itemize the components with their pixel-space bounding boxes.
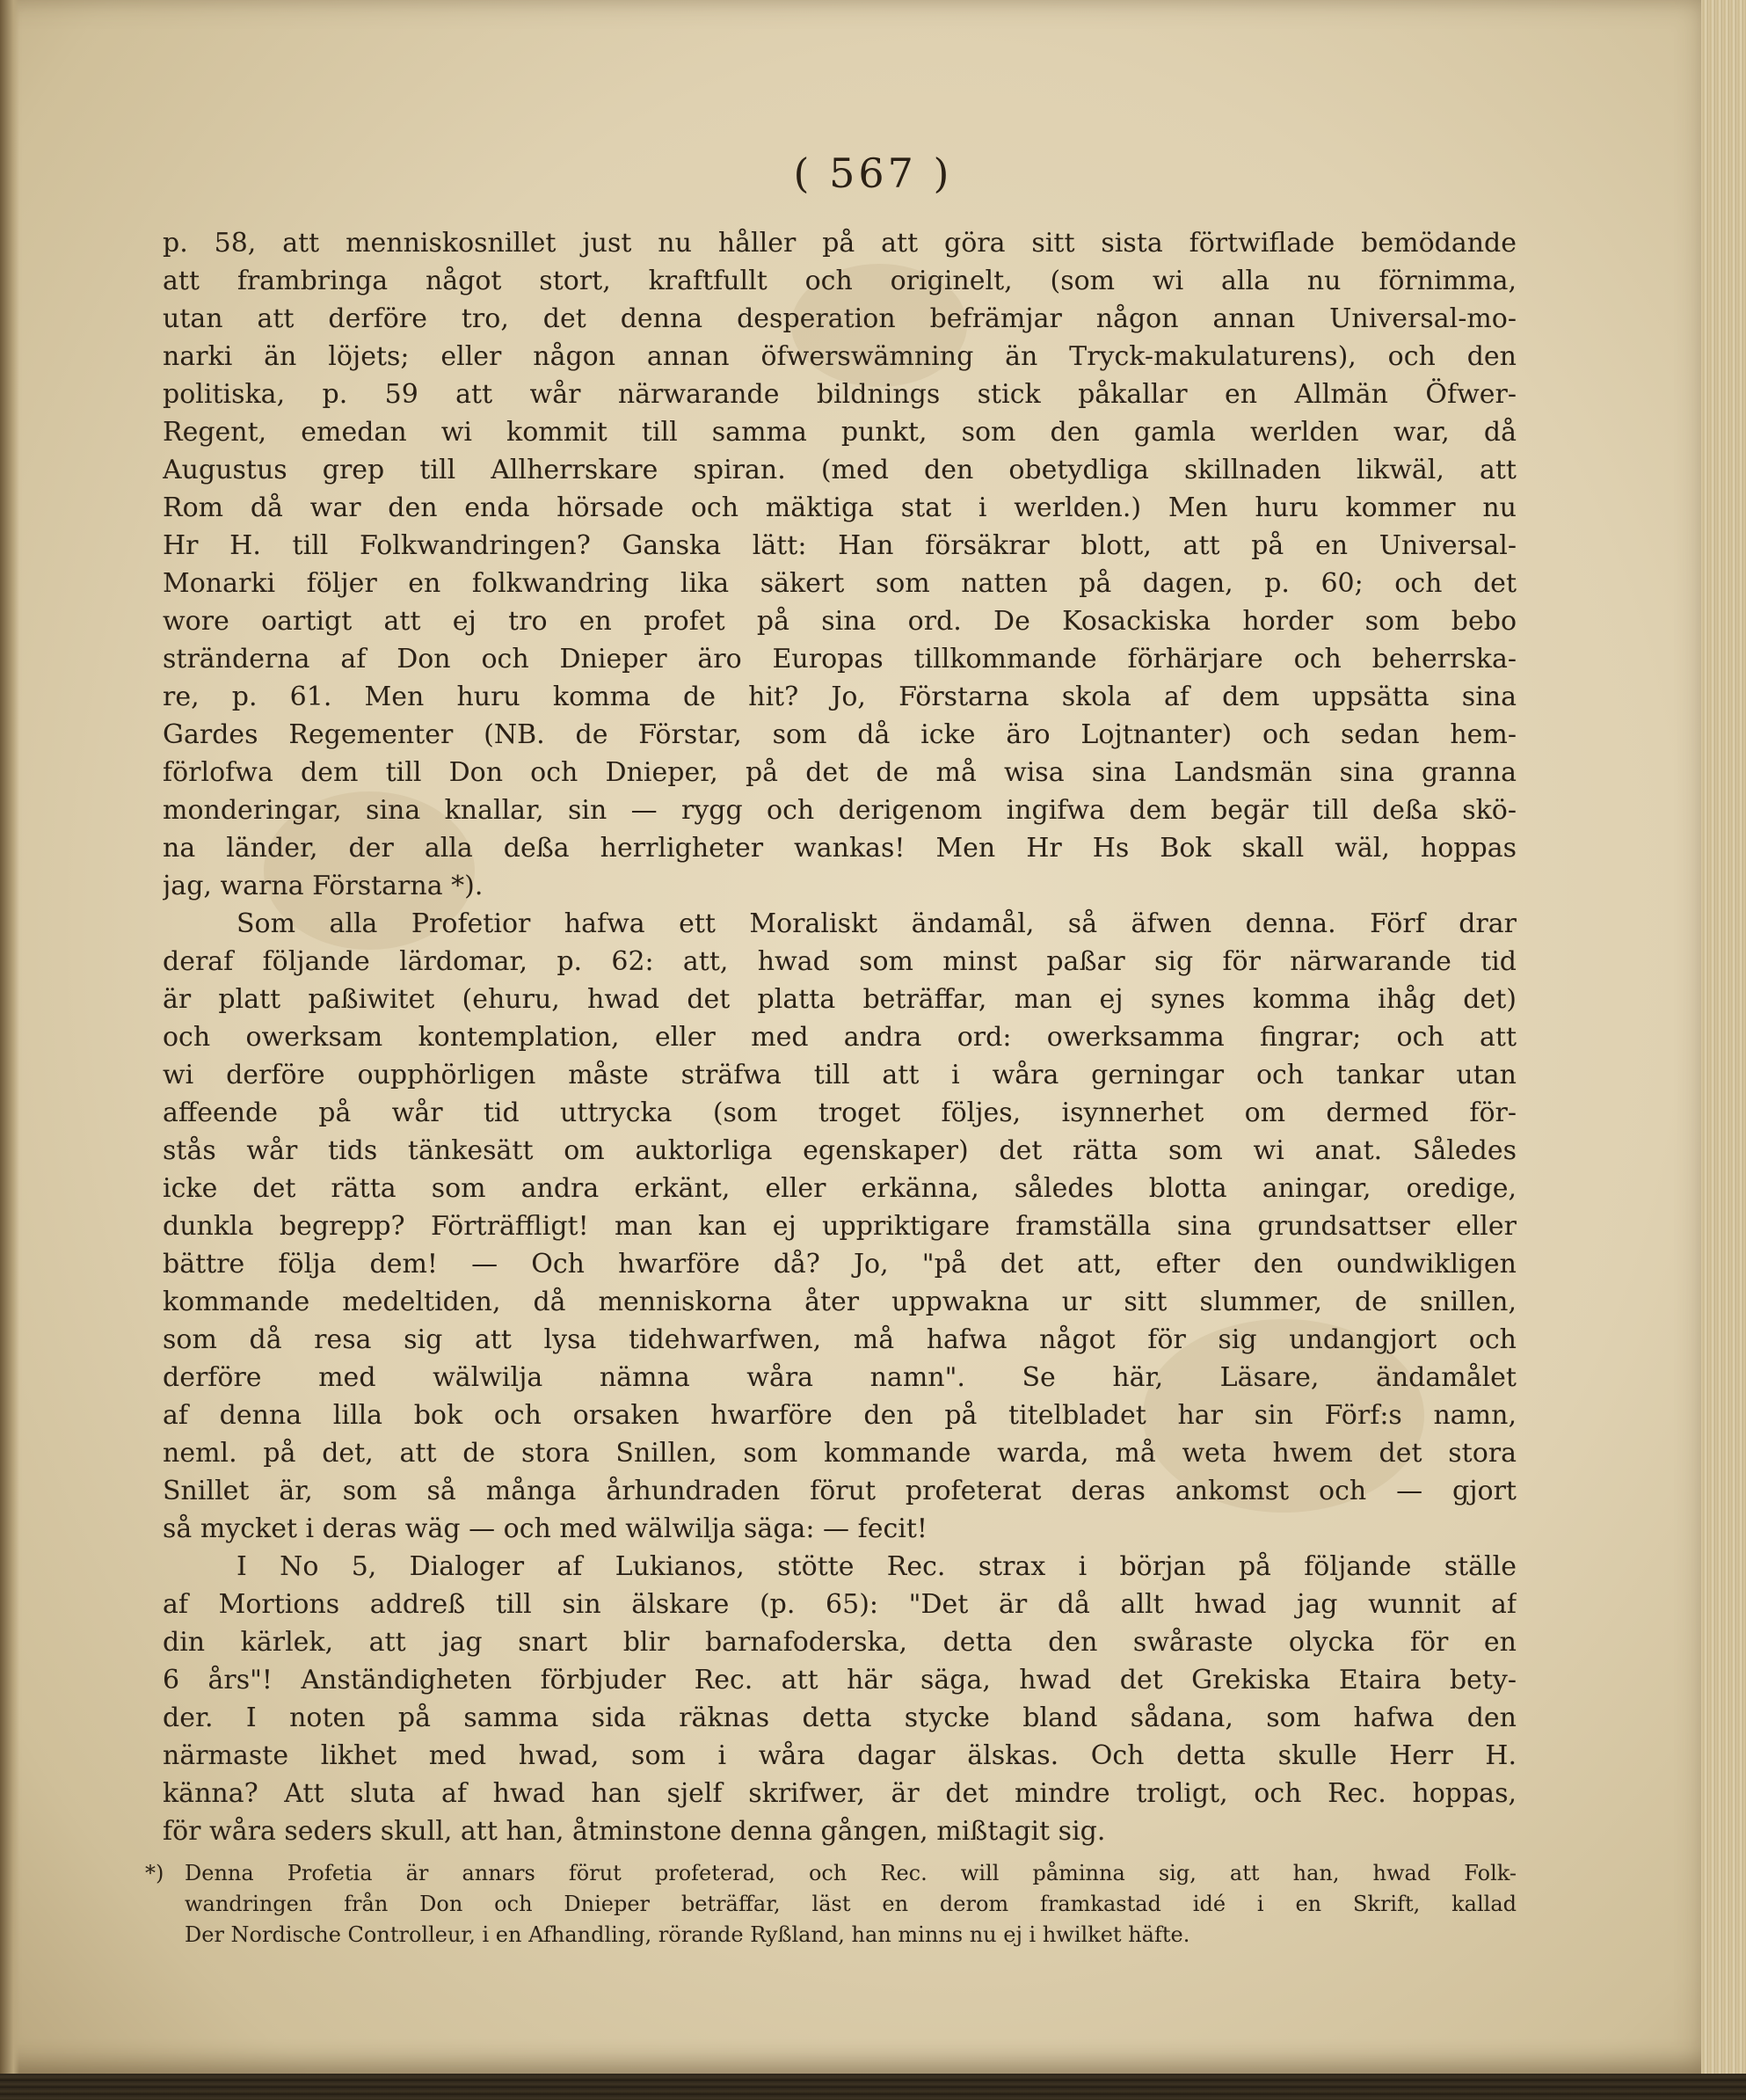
- text-line: Regent, emedan wi kommit till samma punkt, som den gamla werlden war, då: [163, 417, 1517, 448]
- text-line: för wåra seders skull, att han, åtminstone denna gången, mißtagit sig.: [163, 1816, 1106, 1847]
- text-line: re, p. 61. Men huru komma de hit? Jo, Förstarna skola af dem uppsätta sina: [163, 682, 1517, 712]
- text-line: jag, warna Förstarna *).: [163, 871, 484, 901]
- footnote-line: [145, 1858, 1517, 1889]
- text-line: affeende på wår tid uttrycka (som troget följes, isynnerhet om dermed för-: [163, 1097, 1517, 1128]
- text-line: så mycket i deras wäg — och med wälwilja säga: — fecit!: [163, 1513, 928, 1544]
- footnote: [145, 1858, 1517, 1951]
- text-line: I No 5, Dialoger af Lukianos, stötte Rec. strax i början på följande ställe: [236, 1551, 1517, 1582]
- text-line: bättre följa dem! — Och hwarföre då? Jo, "på det att, efter den oundwikligen: [163, 1249, 1517, 1280]
- text-line: wi derföre oupphörligen måste sträfwa till att i wåra gerningar och tankar utan: [163, 1060, 1517, 1090]
- text-line: stås wår tids tänkesätt om auktorliga egenskaper) det rätta som wi anat. Således: [163, 1135, 1517, 1166]
- text-line: politiska, p. 59 att wår närwarande bildnings stick påkallar en Allmän Öfwer-: [163, 379, 1517, 410]
- text-line: Som alla Profetior hafwa ett Moraliskt ändamål, så äfwen denna. Förf drar: [236, 908, 1517, 939]
- text-line: icke det rätta som andra erkänt, eller erkänna, således blotta aningar, oredige,: [163, 1173, 1517, 1204]
- text-line: dunkla begrepp? Förträffligt! man kan ej uppriktigare framställa sina grundsattser eller: [163, 1211, 1517, 1242]
- text-line: Hr H. till Folkwandringen? Ganska lätt: Han försäkrar blott, att på en Universal-: [163, 530, 1517, 561]
- footnote-line: Der Nordische Controlleur, i en Afhandling, rörande Ryßland, han minns nu ej i hwilket häfte.: [185, 1922, 1190, 1947]
- text-line: neml. på det, att de stora Snillen, som kommande warda, må weta hwem det stora: [163, 1438, 1517, 1469]
- text-line: Monarki följer en folkwandring lika säkert som natten på dagen, p. 60; och det: [163, 568, 1517, 599]
- text-line: stränderna af Don och Dnieper äro Europas tillkommande förhärjare och beherrska-: [163, 644, 1517, 674]
- text-line: är platt paßiwitet (ehuru, hwad det platta beträffar, man ej synes komma ihåg det): [163, 984, 1517, 1015]
- text-line: känna? Att sluta af hwad han sjelf skrifwer, är det mindre troligt, och Rec. hoppas,: [163, 1778, 1517, 1809]
- text-line: narki än löjets; eller någon annan öfwerswämning än Tryck-makulaturens), och den: [163, 341, 1517, 372]
- footnote-text: Denna Profetia är annars förut profeterad, och Rec. will påminna sig, att han, hwad Folk-: [185, 1861, 1517, 1885]
- page-number: ( 567 ): [793, 149, 953, 197]
- page-edges-right: [1701, 0, 1746, 2100]
- text-line: som då resa sig att lysa tidehwarfwen, må hafwa något för sig undangjort och: [163, 1324, 1517, 1355]
- text-line: der. I noten på samma sida räknas detta stycke bland sådana, som hafwa den: [163, 1703, 1517, 1733]
- text-line: af Mortions addreß till sin älskare (p. 65): "Det är då allt hwad jag wunnit af: [163, 1589, 1517, 1620]
- text-line: närmaste likhet med hwad, som i wåra dagar älskas. Och detta skulle Herr H.: [163, 1740, 1517, 1771]
- page-gutter: [0, 0, 19, 2074]
- text-line: din kärlek, att jag snart blir barnafoderska, detta den swåraste olycka för en: [163, 1627, 1517, 1658]
- text-line: wore oartigt att ej tro en profet på sina ord. De Kosackiska horder som bebo: [163, 606, 1517, 637]
- page-edges-bottom: [0, 2074, 1746, 2100]
- footnote-line: wandringen från Don och Dnieper beträffar, läst en derom framkastad idé i en Skrift, kallad: [185, 1892, 1517, 1916]
- text-line: och owerksam kontemplation, eller med andra ord: owerksamma fingrar; och att: [163, 1022, 1517, 1053]
- text-line: förlofwa dem till Don och Dnieper, på det de må wisa sina Landsmän sina granna: [163, 757, 1517, 788]
- text-line: Augustus grep till Allherrskare spiran. (med den obetydliga skillnaden likwäl, att: [163, 455, 1517, 485]
- text-line: na länder, der alla deßa herrligheter wankas! Men Hr Hs Bok skall wäl, hoppas: [163, 833, 1517, 864]
- text-line: p. 58, att menniskosnillet just nu håller på att göra sitt sista förtwiflade bemödande: [163, 228, 1517, 259]
- footnote-marker: *): [145, 1861, 164, 1885]
- text-line: att frambringa något stort, kraftfullt och originelt, (som wi alla nu förnimma,: [163, 266, 1517, 296]
- body-text: [163, 224, 1517, 1850]
- text-line: Gardes Regementer (NB. de Förstar, som då icke äro Lojtnanter) och sedan hem-: [163, 719, 1517, 750]
- text-line: monderingar, sina knallar, sin — rygg och derigenom ingifwa dem begär till deßa skö-: [163, 795, 1517, 826]
- text-line: utan att derföre tro, det denna desperation befrämjar någon annan Universal-mo-: [163, 303, 1517, 334]
- text-line: deraf följande lärdomar, p. 62: att, hwad som minst paßar sig för närwarande tid: [163, 946, 1517, 977]
- text-line: af denna lilla bok och orsaken hwarföre den på titelbladet har sin Förf:s namn,: [163, 1400, 1517, 1431]
- text-line: 6 års"! Anständigheten förbjuder Rec. att här säga, hwad det Grekiska Etaira bety-: [163, 1665, 1517, 1695]
- text-line: kommande medeltiden, då menniskorna åter uppwakna ur sitt slummer, de snillen,: [163, 1287, 1517, 1317]
- text-line: Rom då war den enda hörsade och mäktiga stat i werlden.) Men huru kommer nu: [163, 492, 1517, 523]
- text-line: Snillet är, som så många århundraden förut profeterat deras ankomst och — gjort: [163, 1476, 1517, 1506]
- text-line: derföre med wälwilja nämna wåra namn". Se här, Läsare, ändamålet: [163, 1362, 1517, 1393]
